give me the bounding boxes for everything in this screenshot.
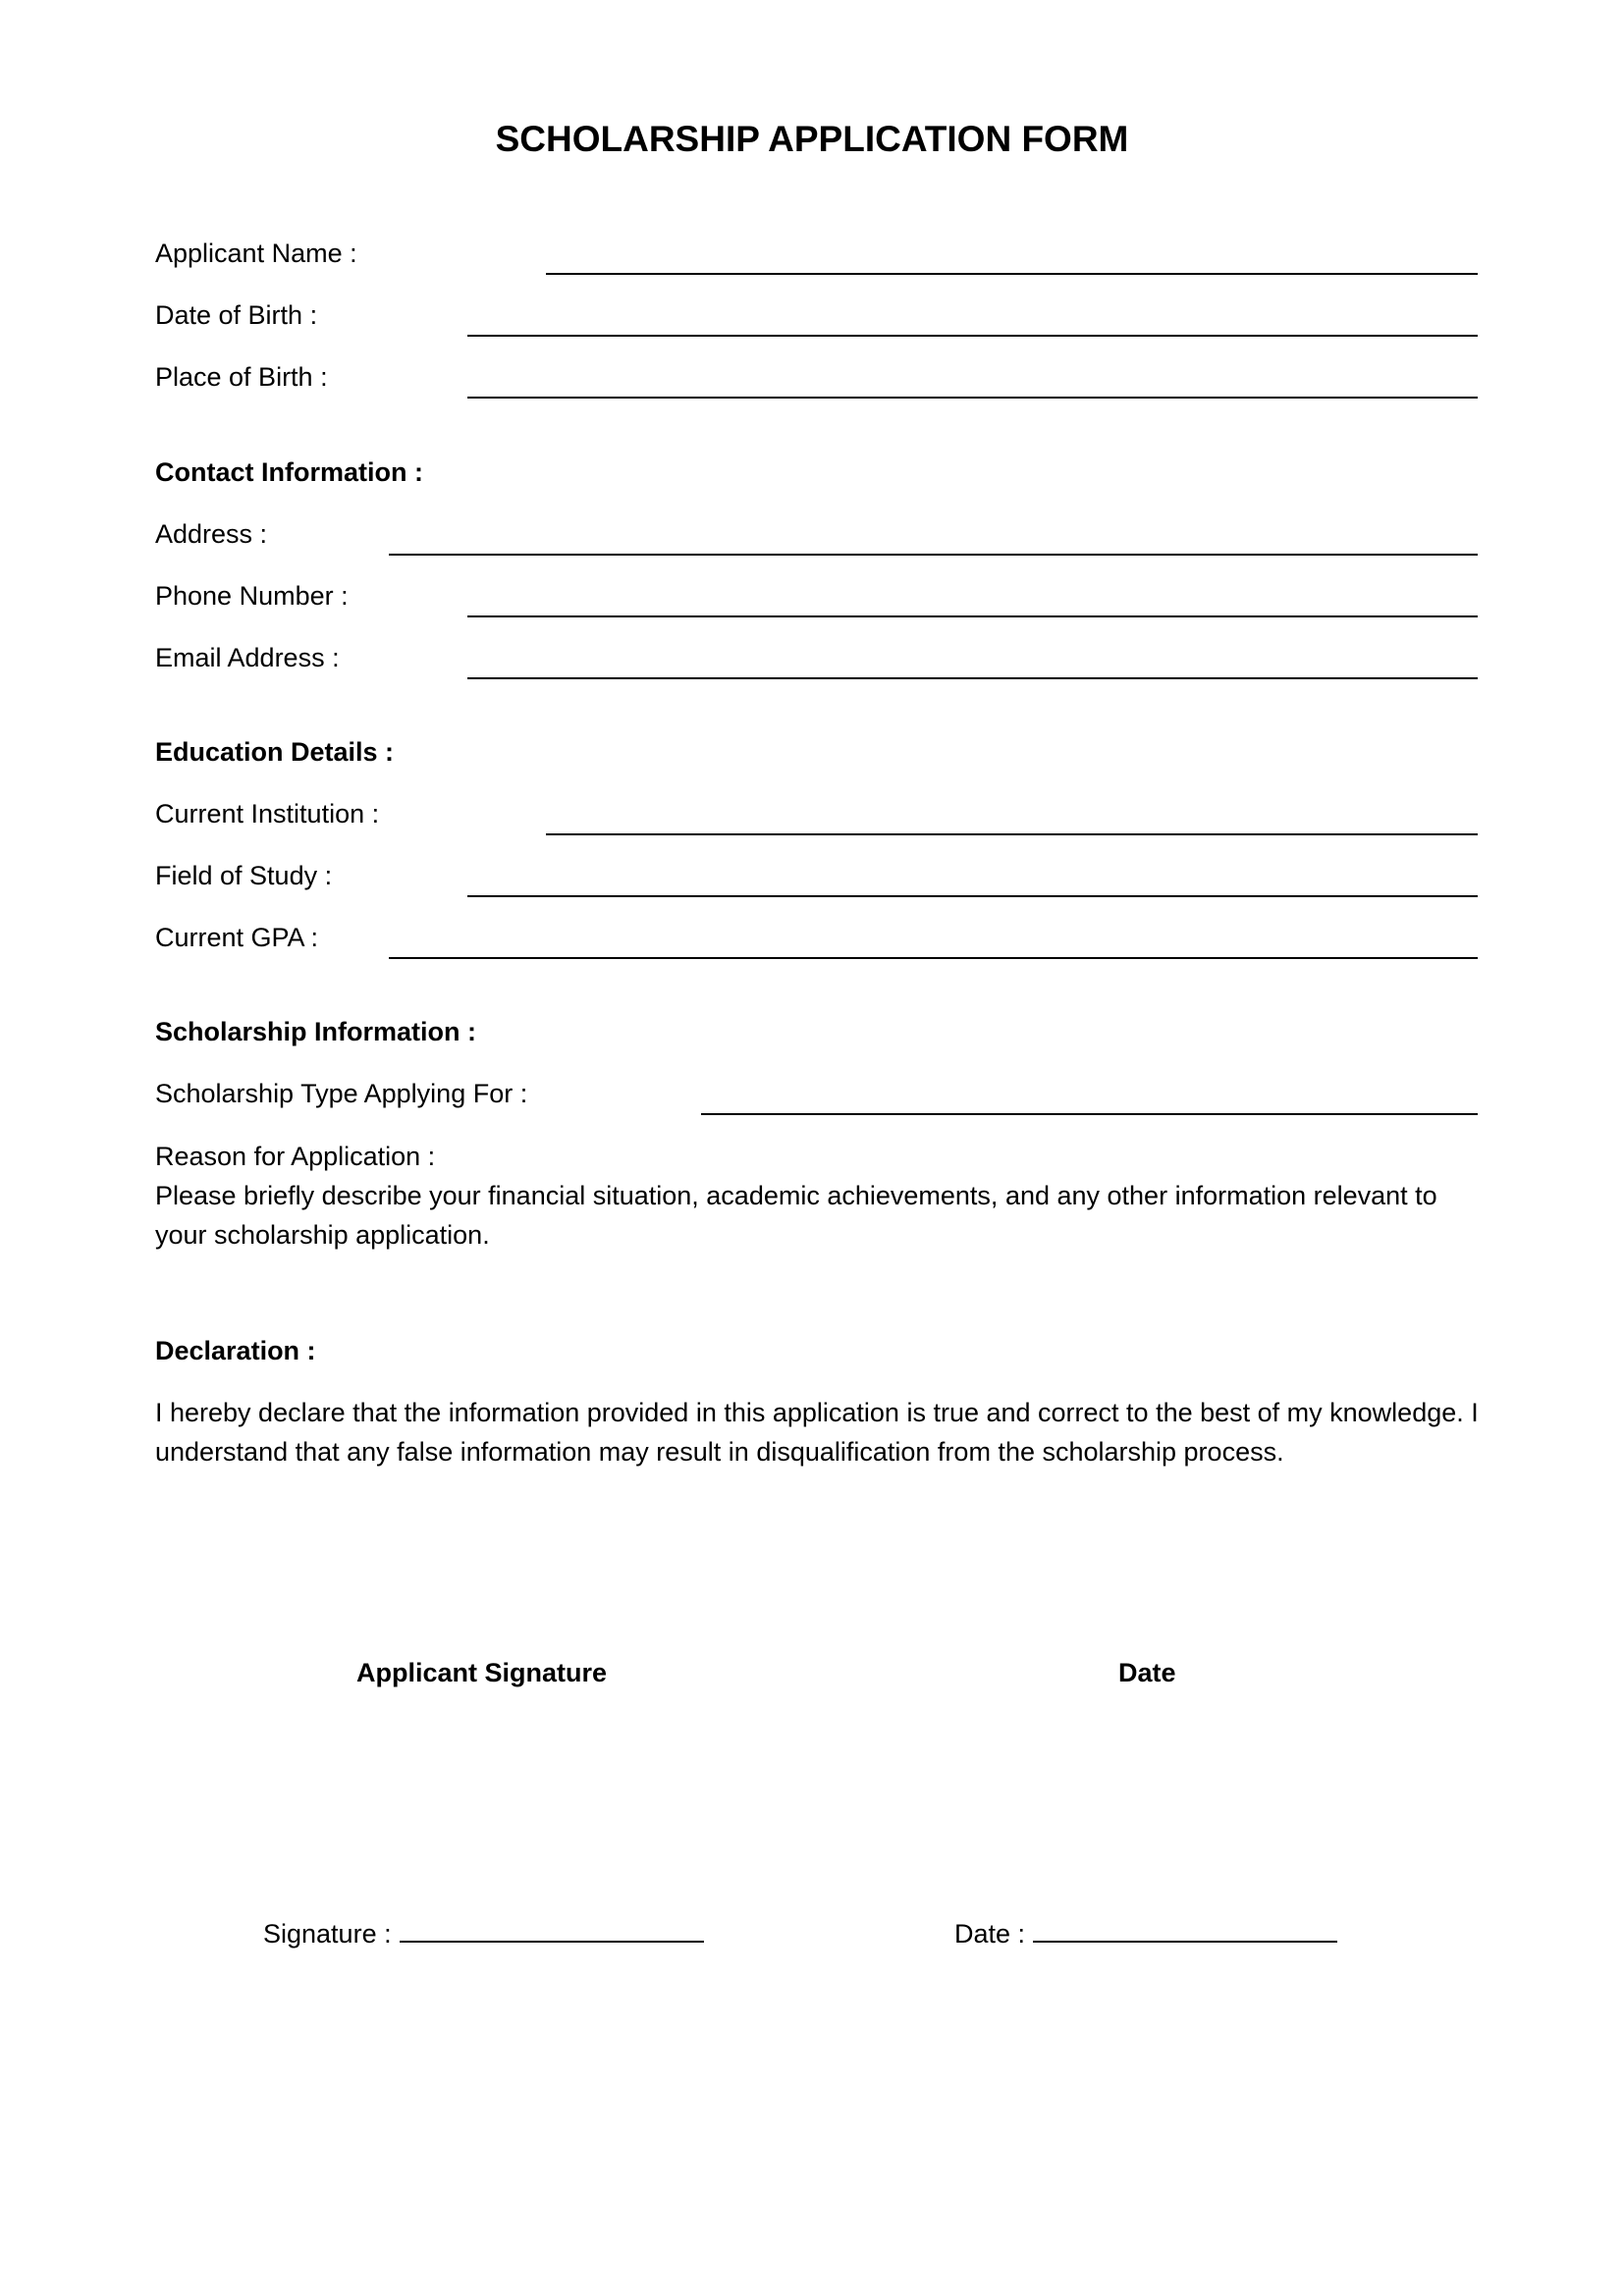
field-of-study-field: [155, 856, 1478, 905]
applicant-signature-heading: Applicant Signature: [356, 1658, 608, 1687]
date-of-birth-input-line[interactable]: [467, 335, 1478, 337]
signature-input-line[interactable]: [400, 1919, 704, 1943]
place-of-birth-input-line[interactable]: [467, 397, 1478, 399]
date-of-birth-field: [155, 295, 1478, 345]
scholarship-section-heading: Scholarship Information :: [155, 1017, 477, 1046]
institution-label: Current Institution :: [155, 799, 380, 828]
scholarship-type-label: Scholarship Type Applying For :: [155, 1079, 528, 1108]
applicant-name-input-line[interactable]: [546, 273, 1478, 275]
address-field: [155, 514, 1478, 563]
email-field: [155, 638, 1478, 687]
scholarship-type-input-line[interactable]: [701, 1113, 1478, 1115]
signature-line: [263, 1914, 704, 1953]
page-title: SCHOLARSHIP APPLICATION FORM: [495, 119, 1129, 159]
applicant-name-label: Applicant Name :: [155, 239, 357, 268]
gpa-label: Current GPA :: [155, 923, 319, 952]
field-of-study-input-line[interactable]: [467, 895, 1478, 897]
institution-input-line[interactable]: [546, 833, 1478, 835]
email-input-line[interactable]: [467, 677, 1478, 679]
institution-field: [155, 794, 1478, 843]
signature-label: Signature :: [263, 1919, 392, 1949]
declaration-section-heading: Declaration :: [155, 1336, 316, 1365]
date-label: Date :: [954, 1919, 1026, 1949]
education-section-heading: Education Details :: [155, 737, 395, 767]
date-of-birth-label: Date of Birth :: [155, 300, 318, 330]
gpa-input-line[interactable]: [389, 957, 1478, 959]
phone-label: Phone Number :: [155, 581, 349, 611]
applicant-name-field: [155, 234, 1478, 283]
gpa-field: [155, 918, 1478, 967]
email-label: Email Address :: [155, 643, 340, 672]
field-of-study-label: Field of Study :: [155, 861, 333, 890]
place-of-birth-field: [155, 357, 1478, 406]
date-line: [954, 1914, 1337, 1953]
date-heading: Date: [1118, 1658, 1176, 1687]
phone-input-line[interactable]: [467, 615, 1478, 617]
phone-field: [155, 576, 1478, 625]
place-of-birth-label: Place of Birth :: [155, 362, 328, 392]
date-input-line[interactable]: [1033, 1919, 1337, 1943]
scholarship-type-field: [155, 1074, 1478, 1123]
address-label: Address :: [155, 519, 268, 549]
declaration-text: I hereby declare that the information provided in this application is true and correct to the best of my knowledge. I understand that any false information may result in disqualification from the scholarship process.: [155, 1398, 1479, 1467]
address-input-line[interactable]: [389, 554, 1478, 556]
contact-section-heading: Contact Information :: [155, 457, 423, 487]
reason-instructions: Please briefly describe your financial situation, academic achievements, and any other information relevant to your scholarship application.: [155, 1181, 1437, 1250]
reason-label: Reason for Application :: [155, 1142, 436, 1171]
